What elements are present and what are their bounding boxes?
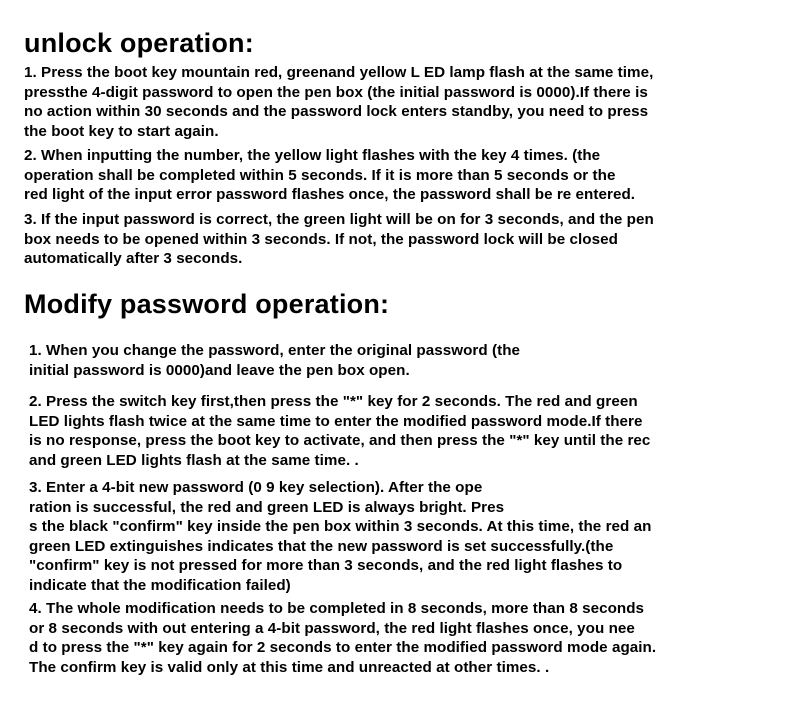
text-line: 2. When inputting the number, the yellow light flashes with the key 4 times. (the [24,147,601,164]
text-line: s the black "confirm" key inside the pen box within 3 seconds. At this time, the red an [29,518,652,536]
text-line: "confirm" key is not pressed for more than 3 seconds, and the red light flashes to [29,557,623,575]
text-line: 3. If the input password is correct, the green light will be on for 3 seconds, and the pen [24,211,654,228]
text-line: operation shall be completed within 5 seconds. If it is more than 5 seconds or the [24,166,616,184]
text-line: 4. The whole modification needs to be completed in 8 seconds, more than 8 seconds [29,600,645,617]
text-line: d to press the "*" key again for 2 seconds to enter the modified password mode again. [29,639,657,657]
text-line: automatically after 3 seconds. [24,250,243,268]
text-line: and green LED lights flash at the same time. . [29,451,359,469]
text-line: 1. When you change the password, enter the original password (the [29,342,521,359]
text-line: red light of the input error password flashes once, the password shall be re entered. [24,186,636,204]
modify-password-heading: Modify password operation: [24,289,390,319]
text-line: the boot key to start again. [24,122,219,140]
unlock-operation-heading: unlock operation: [24,28,254,58]
text-line: no action within 30 seconds and the password lock enters standby, you need to press [24,103,649,121]
text-line: LED lights flash twice at the same time to enter the modified password mode.If there [29,412,643,430]
modify-step-1 [29,341,520,380]
text-line: 3. Enter a 4-bit new password (0 9 key selection). After the ope [29,479,483,496]
unlock-step-2 [24,146,635,205]
modify-step-3 [29,478,734,596]
text-line: 2. Press the switch key first,then press the "*" key for 2 seconds. The red and green [29,393,638,410]
text-line: 1. Press the boot key mountain red, greenand yellow L ED lamp flash at the same time, [24,64,654,81]
text-line: pressthe 4-digit password to open the pen box (the initial password is 0000).If there is [24,83,648,101]
text-line: green LED extinguishes indicates that the new password is set successfully.(the [29,537,614,555]
text-line: ration is successful, the red and green LED is always bright. Pres [29,498,505,516]
text-line: box needs to be opened within 3 seconds. If not, the password lock will be closed [24,230,618,248]
modify-step-2 [29,392,729,470]
unlock-step-1 [24,63,653,141]
text-line: indicate that the modification failed) [29,576,291,594]
text-line: or 8 seconds with out entering a 4-bit password, the red light flashes once, you nee [29,619,635,637]
text-line: is no response, press the boot key to activate, and then press the "*" key until the rec [29,432,651,450]
text-line: initial password is 0000)and leave the pen box open. [29,361,410,379]
modify-step-4 [29,599,656,677]
text-line: The confirm key is valid only at this time and unreacted at other times. . [29,658,550,676]
unlock-step-3 [24,210,654,269]
